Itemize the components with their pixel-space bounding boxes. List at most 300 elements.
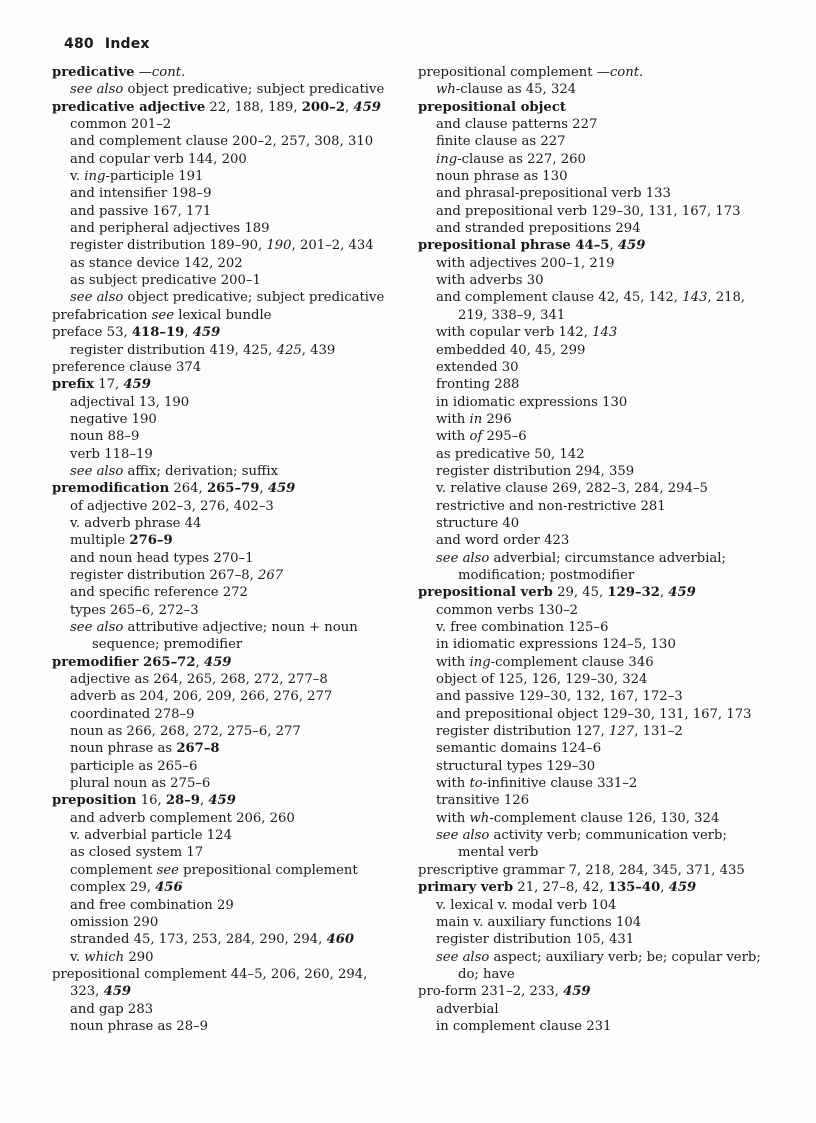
entry-text: -clause as 227, 260 <box>457 151 586 167</box>
index-subentry <box>418 151 768 168</box>
index-subentry <box>418 1018 768 1035</box>
index-subentry <box>52 844 392 861</box>
index-column-left <box>52 64 392 1035</box>
entry-text: and stranded prepositions 294 <box>436 221 641 237</box>
entry-text: 21, 27–8, 42, <box>513 880 608 896</box>
index-headword-entry <box>52 654 392 671</box>
entry-text: ing <box>436 151 458 167</box>
entry-text: sequence; premodifier <box>92 637 243 653</box>
index-subentry <box>418 792 768 809</box>
entry-text: as closed system 17 <box>70 845 204 861</box>
entry-text: 418–19 <box>131 325 185 341</box>
entry-text: -clause as 45, 324 <box>455 82 577 98</box>
index-subentry <box>418 758 768 775</box>
entry-text: in idiomatic expressions 124–5, 130 <box>436 637 676 653</box>
entry-text: fronting 288 <box>436 377 520 393</box>
entry-text: ing <box>84 169 106 185</box>
index-subentry <box>418 949 768 966</box>
entry-text: stranded 45, 173, 253, 284, 290, 294, <box>70 932 327 948</box>
entry-text: , <box>259 481 268 497</box>
entry-text: prepositional phrase 44–5 <box>418 238 610 254</box>
index-subentry <box>418 272 768 289</box>
index-subentry <box>418 740 768 757</box>
index-subentry <box>418 810 768 827</box>
entry-text: 459 <box>208 793 236 809</box>
entry-text: common verbs 130–2 <box>436 602 579 618</box>
entry-text: do; have <box>458 966 515 982</box>
entry-text: and gap 283 <box>70 1001 154 1017</box>
index-subentry <box>418 671 768 688</box>
entry-text: affix; derivation; suffix <box>123 463 279 479</box>
entry-text: 459 <box>563 984 591 1000</box>
entry-text: 265–79 <box>206 481 260 497</box>
index-subentry <box>418 619 768 636</box>
index-subentry <box>52 602 392 619</box>
entry-text: common 201–2 <box>70 117 172 133</box>
entry-text: v. adverb phrase 44 <box>70 515 202 531</box>
index-subentry <box>52 827 392 844</box>
entry-text: 267 <box>258 567 284 583</box>
entry-text: v. adverbial particle 124 <box>70 828 232 844</box>
index-subentry <box>418 723 768 740</box>
entry-text: 459 <box>668 585 696 601</box>
entry-text: and noun head types 270–1 <box>70 550 254 566</box>
index-subentry <box>418 914 768 931</box>
index-subentry <box>52 515 392 532</box>
index-subentry <box>418 602 768 619</box>
entry-text: , 218, <box>707 290 746 306</box>
entry-text: main v. auxiliary functions 104 <box>436 914 642 930</box>
index-subentry <box>418 931 768 948</box>
entry-text: adjectival 13, 190 <box>70 394 190 410</box>
index-subentry <box>418 706 768 723</box>
entry-text: in idiomatic expressions 130 <box>436 394 628 410</box>
entry-text: 135–40 <box>607 880 661 896</box>
index-subentry <box>418 203 768 220</box>
entry-text: see <box>151 307 175 323</box>
entry-text: and passive 167, 171 <box>70 203 212 219</box>
entry-text: see also <box>70 290 124 306</box>
index-subentry <box>418 324 768 341</box>
entry-text: see <box>156 862 179 878</box>
entry-text: noun phrase as 28–9 <box>70 1018 209 1034</box>
index-headword-entry <box>52 64 392 81</box>
entry-text: structure 40 <box>436 515 520 531</box>
index-headword-entry <box>418 237 768 254</box>
index-headword-entry <box>52 359 392 376</box>
entry-text: 460 <box>326 932 355 948</box>
entry-text: 22, 188, 189, <box>205 99 302 115</box>
index-subentry <box>52 550 392 567</box>
entry-text: 29, 45, <box>552 585 608 601</box>
page-number: 480 <box>64 36 94 52</box>
entry-text: with <box>436 810 470 826</box>
entry-text: see also <box>436 828 490 844</box>
index-subentry <box>418 116 768 133</box>
index-subentry <box>52 185 392 202</box>
index-subentry <box>418 532 768 549</box>
entry-text: predicative <box>52 65 135 80</box>
entry-text: and complement clause 200–2, 257, 308, 310 <box>70 134 374 150</box>
entry-text: wh <box>469 810 490 826</box>
entry-text: , <box>659 585 669 601</box>
entry-text: 459 <box>617 238 646 254</box>
entry-text: negative 190 <box>70 411 157 427</box>
index-subentry <box>52 688 392 705</box>
entry-text: wh <box>436 82 456 98</box>
index-subentry <box>418 133 768 150</box>
index-headword-entry <box>418 862 768 879</box>
index-subentry <box>418 359 768 376</box>
index-subentry <box>418 827 768 844</box>
entry-text: and clause patterns 227 <box>436 117 598 133</box>
index-subentry <box>418 220 768 237</box>
entry-text: complex 29, <box>70 880 156 896</box>
entry-text: types 265–6, 272–3 <box>70 602 199 618</box>
entry-text: lexical bundle <box>174 307 272 323</box>
index-subentry <box>52 220 392 237</box>
entry-text: 267–8 <box>176 741 220 757</box>
index-headword-entry <box>418 99 768 116</box>
entry-text: adjective as 264, 265, 268, 272, 277–8 <box>70 672 328 688</box>
index-subentry <box>52 567 392 584</box>
entry-text: in complement clause 231 <box>436 1018 612 1034</box>
entry-text: coordinated 278–9 <box>70 706 195 722</box>
index-subentry <box>52 983 392 1000</box>
entry-text: 190 <box>266 238 292 254</box>
index-subentry <box>52 723 392 740</box>
index-subentry <box>52 428 392 445</box>
entry-text: 459 <box>267 481 296 497</box>
entry-text: 323, <box>70 984 104 1000</box>
index-headword-entry <box>418 584 768 601</box>
entry-text: , <box>195 654 204 670</box>
index-subentry <box>52 879 392 896</box>
index-subentry <box>52 897 392 914</box>
index-headword-entry <box>418 64 768 81</box>
entry-text: see also <box>436 949 490 965</box>
index-subentry <box>418 411 768 428</box>
entry-text: and copular verb 144, 200 <box>70 151 247 167</box>
index-subentry <box>418 463 768 480</box>
index-subentry <box>418 255 768 272</box>
entry-text: preface 53, <box>52 325 132 341</box>
index-subentry <box>52 740 392 757</box>
entry-text: , <box>199 793 209 809</box>
entry-text: primary verb <box>418 880 514 896</box>
index-subentry <box>418 775 768 792</box>
entry-text: finite clause as 227 <box>436 134 566 150</box>
entry-text: of <box>469 429 483 445</box>
entry-text: with <box>436 654 470 670</box>
entry-text: cont. <box>151 65 186 80</box>
entry-text: , 131–2 <box>634 724 683 740</box>
entry-text: activity verb; communication verb; <box>489 828 727 844</box>
entry-text: in <box>469 411 483 427</box>
index-subentry <box>418 550 768 567</box>
entry-text: prepositional object <box>418 99 566 115</box>
entry-text: 264, <box>169 481 207 497</box>
entry-text: mental verb <box>458 845 539 861</box>
entry-text: with <box>436 429 470 445</box>
index-subentry <box>52 758 392 775</box>
entry-text: 276–9 <box>129 533 173 549</box>
index-subentry <box>52 532 392 549</box>
entry-text: 143 <box>682 290 708 306</box>
index-headword-entry <box>52 966 392 983</box>
section-title: Index <box>104 36 150 52</box>
index-subentry <box>52 931 392 948</box>
entry-text: -infinitive clause 331–2 <box>482 776 638 792</box>
entry-text: prepositional complement — <box>418 65 610 80</box>
index-subentry <box>418 480 768 497</box>
entry-text: prefabrication <box>52 307 152 323</box>
index-subentry <box>418 498 768 515</box>
entry-text: plural noun as 275–6 <box>70 776 211 792</box>
index-subentry <box>418 307 768 324</box>
entry-text: v. relative clause 269, 282–3, 284, 294–5 <box>436 481 708 497</box>
entry-text: , <box>660 880 669 896</box>
entry-text: premodification <box>52 481 170 497</box>
index-subentry <box>52 81 392 98</box>
entry-text: see also <box>70 463 124 479</box>
entry-text: multiple <box>70 533 130 549</box>
index-subentry <box>418 446 768 463</box>
entry-text: prepositional complement 44–5, 206, 260, 294, <box>52 966 368 982</box>
index-subentry <box>418 966 768 983</box>
entry-text: 17, <box>94 377 124 393</box>
entry-text: 129–32 <box>607 585 660 601</box>
entry-text: and phrasal-prepositional verb 133 <box>436 186 671 202</box>
index-subentry <box>418 168 768 185</box>
entry-text: extended 30 <box>436 359 519 375</box>
entry-text: see also <box>70 620 124 635</box>
entry-text: 295–6 <box>482 429 527 445</box>
index-column-right <box>418 64 768 1035</box>
entry-text: prepositional complement <box>178 862 358 878</box>
entry-text: -complement clause 126, 130, 324 <box>489 810 720 826</box>
entry-text: attributive adjective; noun + noun <box>123 620 358 635</box>
entry-text: , <box>184 325 193 341</box>
entry-text: pro-form 231–2, 233, <box>418 984 564 1000</box>
index-subentry <box>52 810 392 827</box>
entry-text: and prepositional object 129–30, 131, 167, 173 <box>436 706 752 722</box>
index-subentry <box>52 133 392 150</box>
entry-text: and word order 423 <box>436 533 570 549</box>
entry-text: aspect; auxiliary verb; be; copular verb; <box>489 949 761 965</box>
entry-text: to <box>469 776 483 792</box>
index-subentry <box>52 862 392 879</box>
index-subentry <box>52 775 392 792</box>
entry-text: v. <box>70 169 85 185</box>
index-subentry <box>52 463 392 480</box>
entry-text: ing <box>469 654 491 670</box>
entry-text: and complement clause 42, 45, 142, <box>436 290 683 306</box>
index-subentry <box>418 897 768 914</box>
entry-text: v. lexical v. modal verb 104 <box>436 897 617 913</box>
entry-text: 219, 338–9, 341 <box>458 307 566 323</box>
entry-text: transitive 126 <box>436 793 530 809</box>
index-subentry <box>418 567 768 584</box>
index-subentry <box>52 151 392 168</box>
entry-text: participle as 265–6 <box>70 758 198 774</box>
index-subentry <box>52 949 392 966</box>
index-subentry <box>52 1018 392 1035</box>
entry-text: adverbial; circumstance adverbial; <box>489 550 726 566</box>
index-subentry <box>52 272 392 289</box>
index-subentry <box>418 81 768 98</box>
entry-text: of adjective 202–3, 276, 402–3 <box>70 498 274 514</box>
entry-text: 143 <box>592 325 618 341</box>
entry-text: modification; postmodifier <box>458 567 635 583</box>
entry-text: register distribution 189–90, <box>70 238 267 254</box>
index-subentry <box>418 185 768 202</box>
index-headword-entry <box>52 792 392 809</box>
entry-text: prefix <box>52 377 95 393</box>
entry-text: 425 <box>276 342 302 358</box>
entry-text: 16, <box>136 793 166 809</box>
entry-text: 296 <box>482 411 512 427</box>
entry-text: predicative adjective <box>52 99 206 115</box>
entry-text: 127 <box>609 724 635 740</box>
index-subentry <box>52 706 392 723</box>
index-subentry <box>52 342 392 359</box>
entry-text: 459 <box>123 377 151 393</box>
index-subentry <box>418 636 768 653</box>
entry-text: 459 <box>353 99 381 115</box>
entry-text: adverb as 204, 206, 209, 266, 276, 277 <box>70 689 333 705</box>
entry-text: and specific reference 272 <box>70 585 248 601</box>
index-headword-entry <box>418 879 768 896</box>
entry-text: and peripheral adjectives 189 <box>70 221 270 237</box>
entry-text: omission 290 <box>70 914 159 930</box>
index-subentry <box>52 446 392 463</box>
entry-text: prepositional verb <box>418 585 553 601</box>
entry-text: as subject predicative 200–1 <box>70 273 261 289</box>
entry-text: complement <box>70 862 157 878</box>
entry-text: with copular verb 142, <box>436 325 593 341</box>
index-subentry <box>52 584 392 601</box>
entry-text: and prepositional verb 129–30, 131, 167, 173 <box>436 203 741 219</box>
entry-text: preposition <box>52 793 137 809</box>
entry-text: 459 <box>203 654 232 670</box>
index-subentry <box>52 671 392 688</box>
index-subentry <box>52 636 392 653</box>
entry-text: see also <box>436 550 490 566</box>
entry-text: structural types 129–30 <box>436 758 596 774</box>
entry-text: , <box>609 238 618 254</box>
entry-text: 459 <box>668 880 697 896</box>
entry-text: semantic domains 124–6 <box>436 741 602 757</box>
index-subentry <box>52 394 392 411</box>
index-headword-entry <box>52 307 392 324</box>
entry-text: 459 <box>192 325 221 341</box>
entry-text: object predicative; subject predicative <box>123 290 385 306</box>
entry-text: with <box>436 411 470 427</box>
index-subentry <box>52 1001 392 1018</box>
entry-text: register distribution 267–8, <box>70 567 258 583</box>
index-subentry <box>52 237 392 254</box>
index-subentry <box>52 116 392 133</box>
index-subentry <box>418 428 768 445</box>
entry-text: restrictive and non-restrictive 281 <box>436 498 666 514</box>
entry-text: , 201–2, 434 <box>291 238 374 254</box>
index-subentry <box>52 168 392 185</box>
entry-text: v. <box>70 949 85 965</box>
entry-text: , 439 <box>301 342 336 358</box>
index-subentry <box>418 844 768 861</box>
entry-text: and passive 129–30, 132, 167, 172–3 <box>436 689 683 705</box>
index-subentry <box>52 203 392 220</box>
entry-text: object predicative; subject predicative <box>123 82 385 98</box>
entry-text: noun phrase as <box>70 741 177 757</box>
entry-text: 290 <box>124 949 154 965</box>
index-subentry <box>418 394 768 411</box>
entry-text: prescriptive grammar 7, 218, 284, 345, 371, 435 <box>418 862 745 878</box>
entry-text: verb 118–19 <box>70 446 153 462</box>
index-subentry <box>418 654 768 671</box>
running-header <box>64 36 150 52</box>
entry-text: as stance device 142, 202 <box>70 255 243 271</box>
entry-text: and intensifier 198–9 <box>70 186 212 202</box>
index-subentry <box>418 342 768 359</box>
index-subentry <box>52 411 392 428</box>
entry-text: and adverb complement 206, 260 <box>70 810 295 826</box>
index-headword-entry <box>52 324 392 341</box>
entry-text: v. free combination 125–6 <box>436 620 609 635</box>
entry-text: adverbial <box>436 1001 499 1017</box>
index-subentry <box>52 289 392 306</box>
entry-text: register distribution 105, 431 <box>436 932 635 948</box>
index-subentry <box>418 289 768 306</box>
entry-text: 456 <box>155 880 183 896</box>
entry-text: register distribution 294, 359 <box>436 463 635 479</box>
index-headword-entry <box>52 376 392 393</box>
entry-text: noun phrase as 130 <box>436 169 568 185</box>
entry-text: 28–9 <box>165 793 200 809</box>
index-subentry <box>418 376 768 393</box>
index-headword-entry <box>52 480 392 497</box>
entry-text: register distribution 127, <box>436 724 610 740</box>
entry-text: with adverbs 30 <box>436 273 544 289</box>
entry-text: object of 125, 126, 129–30, 324 <box>436 672 648 688</box>
index-subentry <box>418 1001 768 1018</box>
entry-text: and free combination 29 <box>70 897 234 913</box>
entry-text: noun 88–9 <box>70 429 140 445</box>
entry-text: see also <box>70 82 124 98</box>
entry-text: premodifier 265–72 <box>52 654 196 670</box>
index-subentry <box>52 914 392 931</box>
index-subentry <box>418 515 768 532</box>
entry-text: with adjectives 200–1, 219 <box>436 255 615 271</box>
index-subentry <box>52 619 392 636</box>
entry-text: 200–2 <box>301 99 346 115</box>
entry-text: as predicative 50, 142 <box>436 446 585 462</box>
index-headword-entry <box>52 99 392 116</box>
entry-text: embedded 40, 45, 299 <box>436 342 586 358</box>
index-subentry <box>418 688 768 705</box>
entry-text: -participle 191 <box>105 169 204 185</box>
entry-text: , <box>345 99 354 115</box>
entry-text: -complement clause 346 <box>490 654 654 670</box>
entry-text: noun as 266, 268, 272, 275–6, 277 <box>70 724 301 740</box>
entry-text: with <box>436 776 470 792</box>
entry-text: cont. <box>609 65 644 80</box>
entry-text: which <box>84 949 125 965</box>
entry-text: 459 <box>103 984 132 1000</box>
index-headword-entry <box>418 983 768 1000</box>
entry-text: — <box>134 65 152 80</box>
